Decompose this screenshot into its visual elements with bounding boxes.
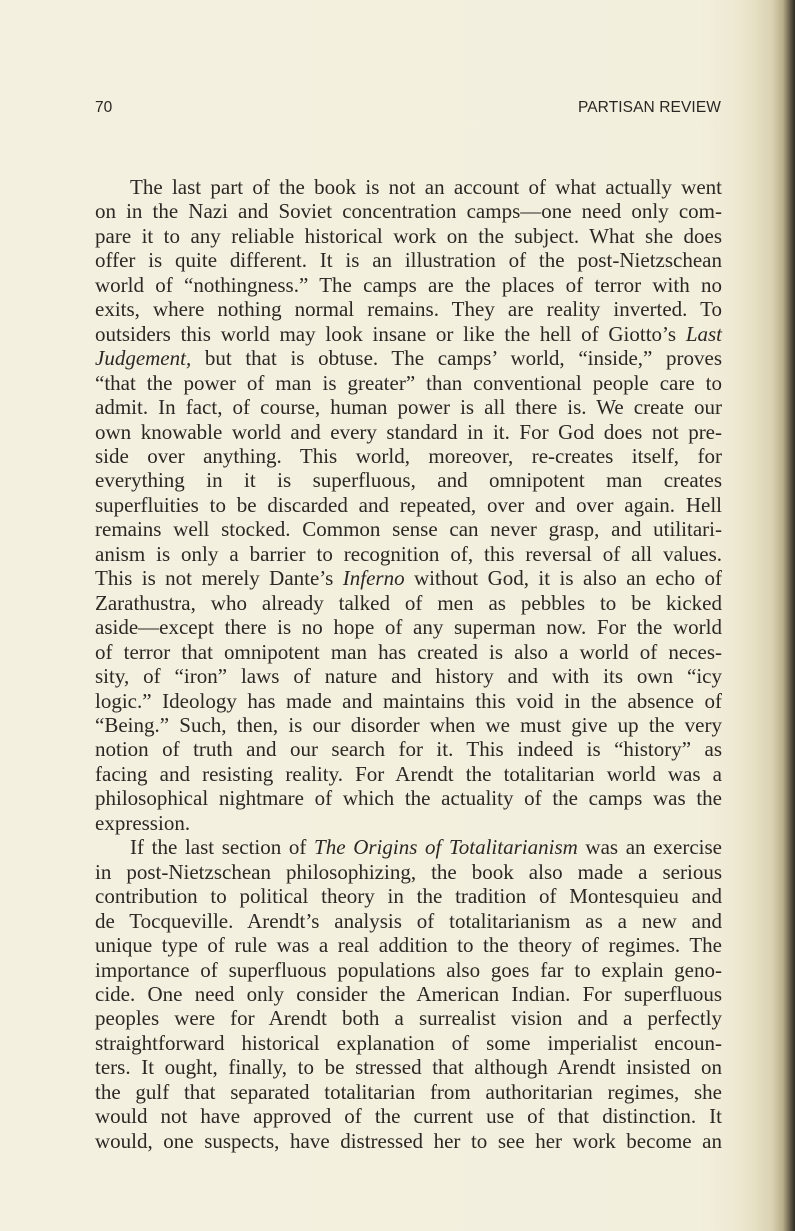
text-segment: in post-Nietzschean philosophizing, the book also made a serious (95, 859, 722, 884)
text-segment: straightforward historical explanation of some imperialist encoun- (95, 1030, 722, 1055)
text-segment: everything in it is superfluous, and omnipotent man creates (95, 468, 722, 493)
text-line (95, 517, 722, 541)
text-line (95, 273, 722, 297)
body-text (95, 175, 722, 1153)
text-segment: importance of superfluous populations also goes far to explain geno- (95, 957, 722, 982)
text-segment: contribution to political theory in the tradition of Montesquieu and (95, 884, 722, 909)
text-segment: own knowable world and every standard in it. For God does not pre- (95, 419, 722, 444)
running-title: PARTISAN REVIEW (577, 99, 721, 116)
text-line (95, 1129, 722, 1153)
text-line (95, 909, 722, 933)
text-line (95, 566, 722, 590)
italic-text: Inferno (342, 566, 405, 591)
italic-text: The Origins of Totalitarianism (314, 835, 578, 860)
text-segment: The last part of the book is not an account of what actually went (130, 175, 722, 199)
text-line (95, 199, 722, 223)
text-line (95, 248, 722, 272)
text-line (95, 713, 722, 737)
text-segment: aside—except there is no hope of any superman now. For the world (95, 615, 722, 640)
text-line (95, 615, 722, 639)
text-line (95, 933, 722, 957)
text-line (95, 737, 722, 761)
text-line (95, 224, 722, 248)
text-segment: remains well stocked. Common sense can never grasp, and utilitari- (95, 517, 722, 542)
text-line (95, 835, 722, 859)
text-segment: exits, where nothing normal remains. They are reality inverted. To (95, 297, 722, 322)
text-line (95, 420, 722, 444)
text-segment: logic.” Ideology has made and maintains this void in the absence of (95, 688, 722, 713)
text-segment: notion of truth and our search for it. This indeed is “history” as (95, 737, 722, 762)
text-segment: without God, it is also an echo of (404, 566, 722, 591)
text-segment: would, one suspects, have distressed her to see her work become an (95, 1128, 722, 1153)
text-line (95, 982, 722, 1006)
text-line (95, 395, 722, 419)
text-segment: sity, of “iron” laws of nature and history and with its own “icy (95, 664, 722, 689)
text-line (95, 1080, 722, 1104)
text-line (95, 493, 722, 517)
text-line (95, 1031, 722, 1055)
text-line (95, 346, 722, 370)
text-segment: side over anything. This world, moreover, re-creates itself, for (95, 443, 722, 468)
text-line (95, 322, 722, 346)
text-line (95, 297, 722, 321)
italic-text: Judgement, (95, 346, 192, 371)
text-segment: on in the Nazi and Soviet concentration camps—one need only com- (95, 199, 722, 224)
text-line (95, 860, 722, 884)
text-line (95, 1006, 722, 1030)
text-segment: world of “nothingness.” The camps are the places of terror with no (95, 272, 722, 297)
text-segment: outsiders this world may look insane or like the hell of Giotto’s (95, 321, 686, 346)
text-segment: offer is quite different. It is an illustration of the post-Nietzschean (95, 248, 722, 273)
text-segment: Zarathustra, who already talked of men as pebbles to be kicked (95, 590, 722, 615)
text-segment: “Being.” Such, then, is our disorder when we must give up the very (95, 712, 722, 737)
italic-text: Last (685, 321, 722, 346)
text-line (95, 468, 722, 492)
text-line (95, 884, 722, 908)
text-segment: peoples were for Arendt both a surrealist vision and a perfectly (95, 1006, 722, 1031)
text-line (95, 762, 722, 786)
text-line (95, 444, 722, 468)
text-segment: de Tocqueville. Arendt’s analysis of totalitarianism as a new and (95, 908, 722, 933)
page-number: 70 (95, 99, 113, 116)
text-segment: was an exercise (577, 835, 722, 860)
text-line (95, 958, 722, 982)
text-line (95, 175, 722, 199)
text-segment: If the last section of (130, 835, 315, 860)
text-segment: expression. (95, 810, 191, 835)
text-line (95, 689, 722, 713)
text-line (95, 371, 722, 395)
text-segment: of terror that omnipotent man has created is also a world of neces- (95, 639, 722, 664)
text-segment: facing and resisting reality. For Arendt the totalitarian world was a (95, 761, 722, 786)
text-segment: admit. In fact, of course, human power is all there is. We create our (95, 395, 722, 420)
text-line (95, 1104, 722, 1128)
text-line (95, 664, 722, 688)
text-segment: superfluities to be discarded and repeated, over and over again. Hell (95, 492, 722, 517)
text-segment: unique type of rule was a real addition to the theory of regimes. The (95, 933, 722, 958)
text-segment: cide. One need only consider the American Indian. For superfluous (95, 981, 722, 1006)
text-line (95, 811, 722, 835)
text-segment: philosophical nightmare of which the actuality of the camps was the (95, 786, 722, 811)
text-segment: ters. It ought, finally, to be stressed that although Arendt insisted on (95, 1055, 722, 1080)
text-line (95, 640, 722, 664)
text-segment: anism is only a barrier to recognition of, this reversal of all values. (95, 541, 722, 566)
text-segment: “that the power of man is greater” than conventional people care to (95, 370, 722, 395)
text-line (95, 1055, 722, 1079)
text-line (95, 542, 722, 566)
text-segment: but that is obtuse. The camps’ world, “inside,” proves (191, 346, 722, 371)
text-line (95, 786, 722, 810)
text-line (95, 591, 722, 615)
text-segment: This is not merely Dante’s (95, 566, 343, 591)
text-segment: would not have approved of the current use of that distinction. It (95, 1104, 722, 1129)
text-segment: pare it to any reliable historical work on the subject. What she does (95, 223, 722, 248)
text-segment: the gulf that separated totalitarian from authoritarian regimes, she (95, 1079, 722, 1104)
